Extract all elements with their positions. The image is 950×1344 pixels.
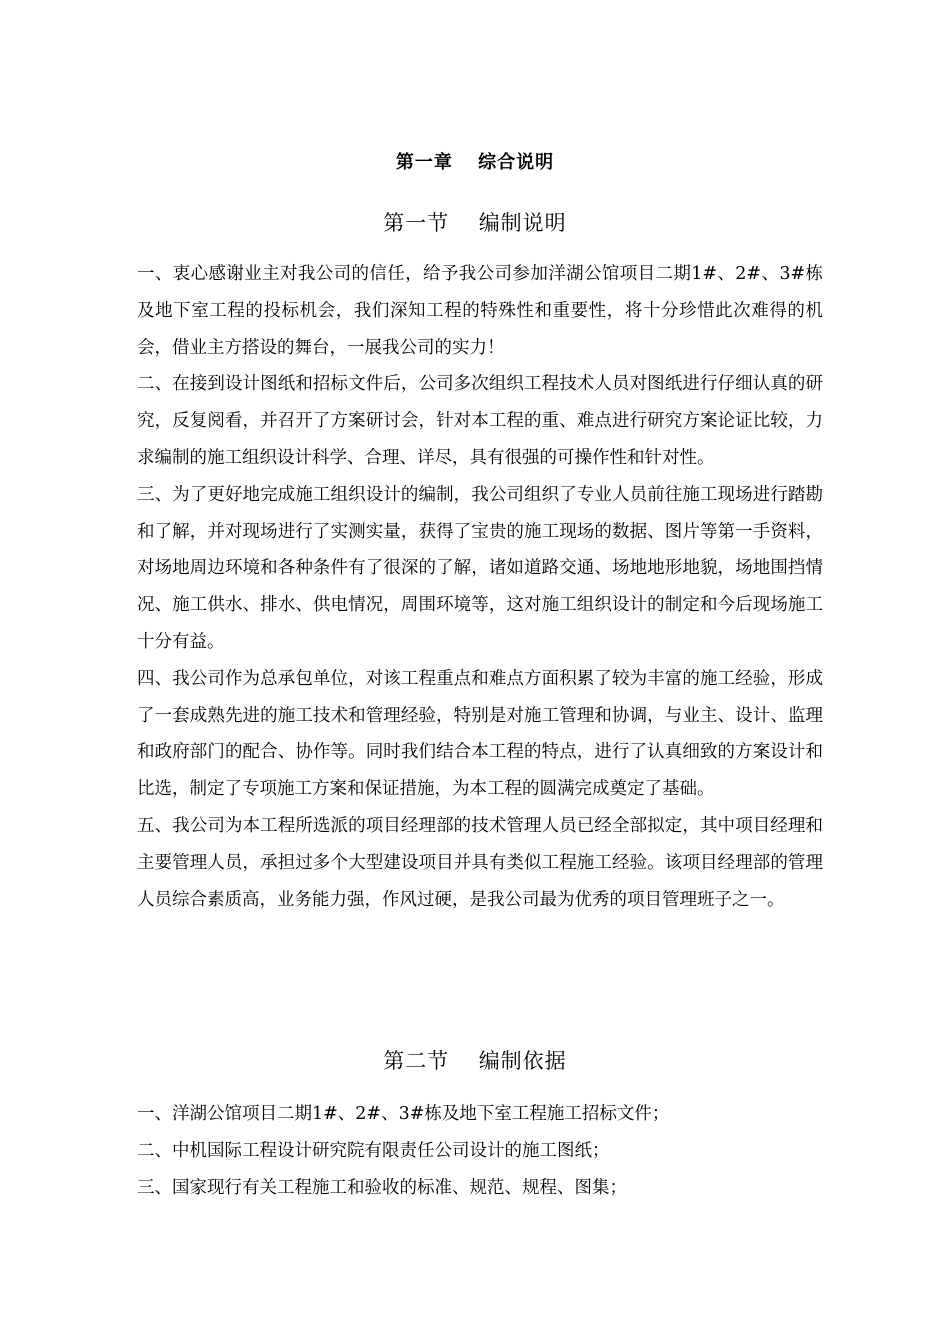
section-2-number: 第二节 bbox=[383, 1049, 450, 1073]
section-title-2 bbox=[0, 1046, 950, 1076]
section-2-body bbox=[137, 1096, 823, 1206]
section-1-paragraph-1: 一、衷心感谢业主对我公司的信任，给予我公司参加洋湖公馆项目二期1#、2#、3#栋及地下室工程的投标机会，我们深知工程的特殊性和重要性，将十分珍惜此次难得的机会，借业主方搭设的舞台，一展我公司的实力！ bbox=[137, 264, 823, 358]
section-1-number: 第一节 bbox=[383, 211, 450, 235]
section-title-1 bbox=[0, 208, 950, 238]
section-1-body bbox=[137, 256, 823, 918]
section-1-paragraph-4: 四、我公司作为总承包单位，对该工程重点和难点方面积累了较为丰富的施工经验，形成了一套成熟先进的施工技术和管理经验，特别是对施工管理和协调，与业主、设计、监理和政府部门的配合、协作等。同时我们结合本工程的特点，进行了认真细致的方案设计和比选，制定了专项施工方案和保证措施，为本工程的圆满完成奠定了基础。 bbox=[137, 668, 823, 800]
section-1-paragraph-3: 三、为了更好地完成施工组织设计的编制，我公司组织了专业人员前往施工现场进行踏勘和了解，并对现场进行了实测实量，获得了宝贵的施工现场的数据、图片等第一手资料，对场地周边环境和各种条件有了很深的了解，诸如道路交通、场地地形地貌，场地围挡情况、施工供水、排水、供电情况，周围环境等，这对施工组织设计的制定和今后现场施工十分有益。 bbox=[137, 484, 823, 652]
section-1-paragraph-2: 二、在接到设计图纸和招标文件后，公司多次组织工程技术人员对图纸进行仔细认真的研究，反复阅看，并召开了方案研讨会，针对本工程的重、难点进行研究方案论证比较，力求编制的施工组织设计科学、合理、详尽，具有很强的可操作性和针对性。 bbox=[137, 374, 823, 468]
chapter-title bbox=[0, 150, 950, 176]
section-2-paragraph-2: 二、中机国际工程设计研究院有限责任公司设计的施工图纸； bbox=[137, 1140, 610, 1161]
section-1-paragraph-5: 五、我公司为本工程所选派的项目经理部的技术管理人员已经全部拟定，其中项目经理和主要管理人员，承担过多个大型建设项目并具有类似工程施工经验。该项目经理部的管理人员综合素质高，业务能力强，作风过硬，是我公司最为优秀的项目管理班子之一。 bbox=[137, 815, 823, 910]
section-2-paragraph-1: 一、洋湖公馆项目二期1#、2#、3#栋及地下室工程施工招标文件； bbox=[137, 1104, 670, 1124]
section-2-name: 编制依据 bbox=[478, 1049, 567, 1073]
section-1-name: 编制说明 bbox=[478, 211, 567, 235]
section-2-paragraph-3: 三、国家现行有关工程施工和验收的标准、规范、规程、图集； bbox=[137, 1177, 627, 1198]
chapter-name: 综合说明 bbox=[478, 152, 555, 173]
chapter-number: 第一章 bbox=[395, 152, 453, 173]
